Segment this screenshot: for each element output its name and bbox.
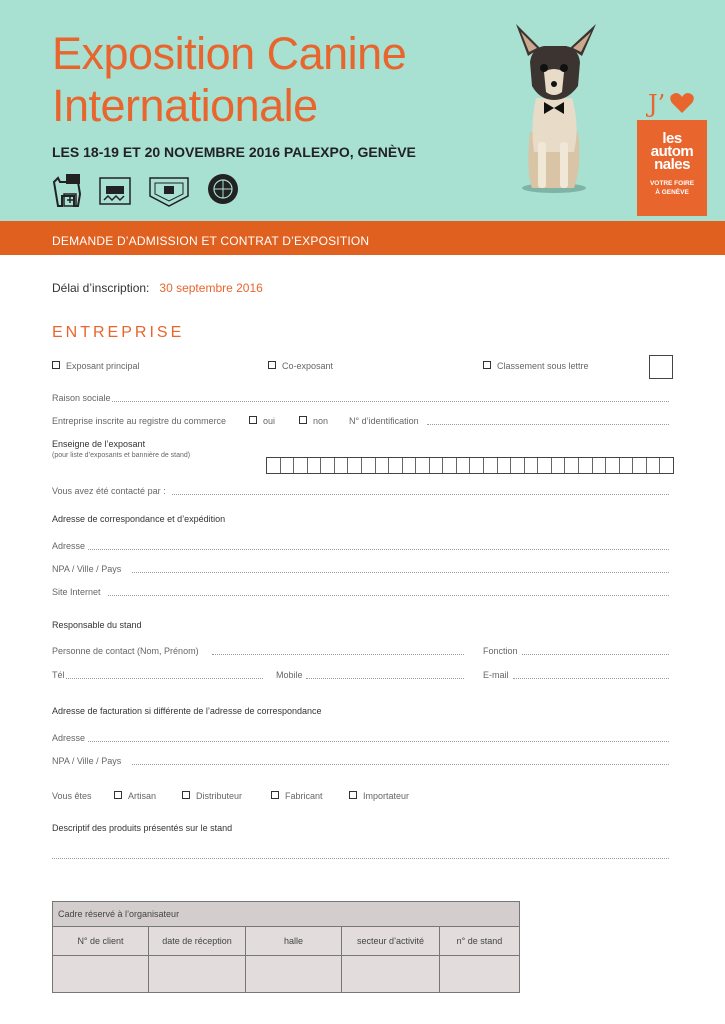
- column-header: secteur d’activité: [342, 927, 440, 956]
- les-automnales-logo: [637, 120, 707, 216]
- mobile-label: Mobile: [276, 670, 303, 680]
- option-label: oui: [263, 416, 276, 426]
- option-importateur[interactable]: [349, 791, 409, 801]
- option-distributeur[interactable]: [182, 791, 242, 801]
- option-label: Artisan: [128, 791, 157, 801]
- raison-sociale-field[interactable]: [112, 401, 669, 402]
- organisateur-table: [52, 901, 520, 993]
- checkbox[interactable]: [299, 416, 307, 424]
- option-oui[interactable]: [249, 416, 275, 426]
- email-label: E-mail: [483, 670, 509, 680]
- heart-icon: [670, 92, 694, 114]
- descriptif-field[interactable]: [52, 858, 669, 859]
- tel-label: Tél: [52, 670, 65, 680]
- classement-letter-box[interactable]: [649, 355, 673, 379]
- checkbox[interactable]: [349, 791, 357, 799]
- option-label: Importateur: [363, 791, 410, 801]
- checkbox[interactable]: [483, 361, 491, 369]
- adresse-field[interactable]: [88, 549, 669, 550]
- facturation-npa-label: NPA / Ville / Pays: [52, 756, 122, 766]
- option-artisan[interactable]: [114, 791, 156, 801]
- option-label: Distributeur: [196, 791, 243, 801]
- column-header: n° de stand: [440, 927, 520, 956]
- facturation-adresse-label: Adresse: [52, 733, 86, 743]
- organisateur-caption: Cadre réservé à l’organisateur: [53, 902, 520, 927]
- checkbox[interactable]: [249, 416, 257, 424]
- svc-logo-icon: [98, 176, 132, 206]
- facturation-npa-field[interactable]: [132, 764, 669, 765]
- crest-logo-icon: [146, 174, 192, 208]
- table-cell: [342, 956, 440, 993]
- checkbox[interactable]: [268, 361, 276, 369]
- site-label: Site Internet: [52, 587, 101, 597]
- facturation-heading: Adresse de facturation si différente de l’adresse de correspondance: [52, 706, 322, 716]
- brand-line-1: les: [662, 130, 682, 147]
- responsable-heading: Responsable du stand: [52, 620, 142, 630]
- brand-tagline-1: VOTRE FOIRE: [649, 180, 695, 187]
- table-cell: [149, 956, 246, 993]
- table-cell: [246, 956, 342, 993]
- identification-field[interactable]: [427, 424, 669, 425]
- column-header: N° de client: [53, 927, 149, 956]
- deadline-label: Délai d’inscription:: [52, 281, 150, 295]
- descriptif-label: Descriptif des produits présentés sur le stand: [52, 823, 233, 833]
- npa-label: NPA / Ville / Pays: [52, 564, 122, 574]
- fci-globe-logo-icon: [206, 172, 240, 206]
- correspondance-heading: Adresse de correspondance et d’expédition: [52, 514, 226, 524]
- option-co-exposant[interactable]: [268, 361, 333, 371]
- brand-j-prefix: J’: [648, 90, 666, 118]
- page-title: [52, 28, 406, 132]
- option-fabricant[interactable]: [271, 791, 323, 801]
- option-label: Co-exposant: [282, 361, 334, 371]
- facturation-adresse-field[interactable]: [88, 741, 669, 742]
- vous-etes-label: Vous êtes: [52, 791, 92, 801]
- checkbox[interactable]: [182, 791, 190, 799]
- title-line-1: Exposition Canine: [52, 28, 407, 79]
- checkbox[interactable]: [271, 791, 279, 799]
- column-header: date de réception: [149, 927, 246, 956]
- option-classement[interactable]: [483, 361, 589, 371]
- fonction-field[interactable]: [522, 654, 669, 655]
- column-header: halle: [246, 927, 342, 956]
- option-label: non: [313, 416, 329, 426]
- contacte-par-label: Vous avez été contacté par :: [52, 486, 166, 496]
- event-dates: LES 18-19 ET 20 NOVEMBRE 2016 PALEXPO, GENÈVE: [52, 144, 416, 160]
- deadline: [52, 281, 263, 295]
- enseigne-note: (pour liste d’exposants et bannière de stand): [52, 452, 191, 459]
- table-cell: [440, 956, 520, 993]
- npa-field[interactable]: [132, 572, 669, 573]
- raison-sociale-label: Raison sociale: [52, 393, 111, 403]
- banner-title: DEMANDE D’ADMISSION ET CONTRAT D’EXPOSITION: [52, 234, 370, 248]
- site-field[interactable]: [108, 595, 669, 596]
- fonction-label: Fonction: [483, 646, 518, 656]
- personne-label: Personne de contact (Nom, Prénom): [52, 646, 199, 656]
- brand-tagline-2: À GENÈVE: [655, 189, 689, 196]
- chihuahua-photo: [508, 22, 602, 194]
- form-banner: [0, 221, 725, 255]
- title-line-2: Internationale: [52, 80, 318, 131]
- deadline-value: 30 septembre 2016: [159, 281, 263, 295]
- adresse-label: Adresse: [52, 541, 86, 551]
- option-exposant-principal[interactable]: [52, 361, 140, 371]
- option-label: Fabricant: [285, 791, 323, 801]
- enseigne-label: Enseigne de l’exposant: [52, 439, 146, 449]
- brand-line-2: autom: [650, 143, 694, 160]
- checkbox[interactable]: [52, 361, 60, 369]
- registre-label: Entreprise inscrite au registre du commerce: [52, 416, 227, 426]
- tel-field[interactable]: [66, 678, 263, 679]
- identification-label: N° d’identification: [349, 416, 419, 426]
- checkbox[interactable]: [114, 791, 122, 799]
- skg-scs-logo-icon: [52, 172, 86, 208]
- option-label: Exposant principal: [66, 361, 140, 371]
- enseigne-char-boxes[interactable]: [266, 457, 674, 474]
- contacte-par-field[interactable]: [172, 494, 669, 495]
- header-band: [0, 0, 725, 221]
- brand-line-3: nales: [654, 156, 690, 173]
- option-label: Classement sous lettre: [497, 361, 589, 371]
- email-field[interactable]: [513, 678, 669, 679]
- table-cell: [53, 956, 149, 993]
- personne-field[interactable]: [212, 654, 464, 655]
- section-entreprise: ENTREPRISE: [52, 324, 185, 341]
- mobile-field[interactable]: [306, 678, 464, 679]
- option-non[interactable]: [299, 416, 328, 426]
